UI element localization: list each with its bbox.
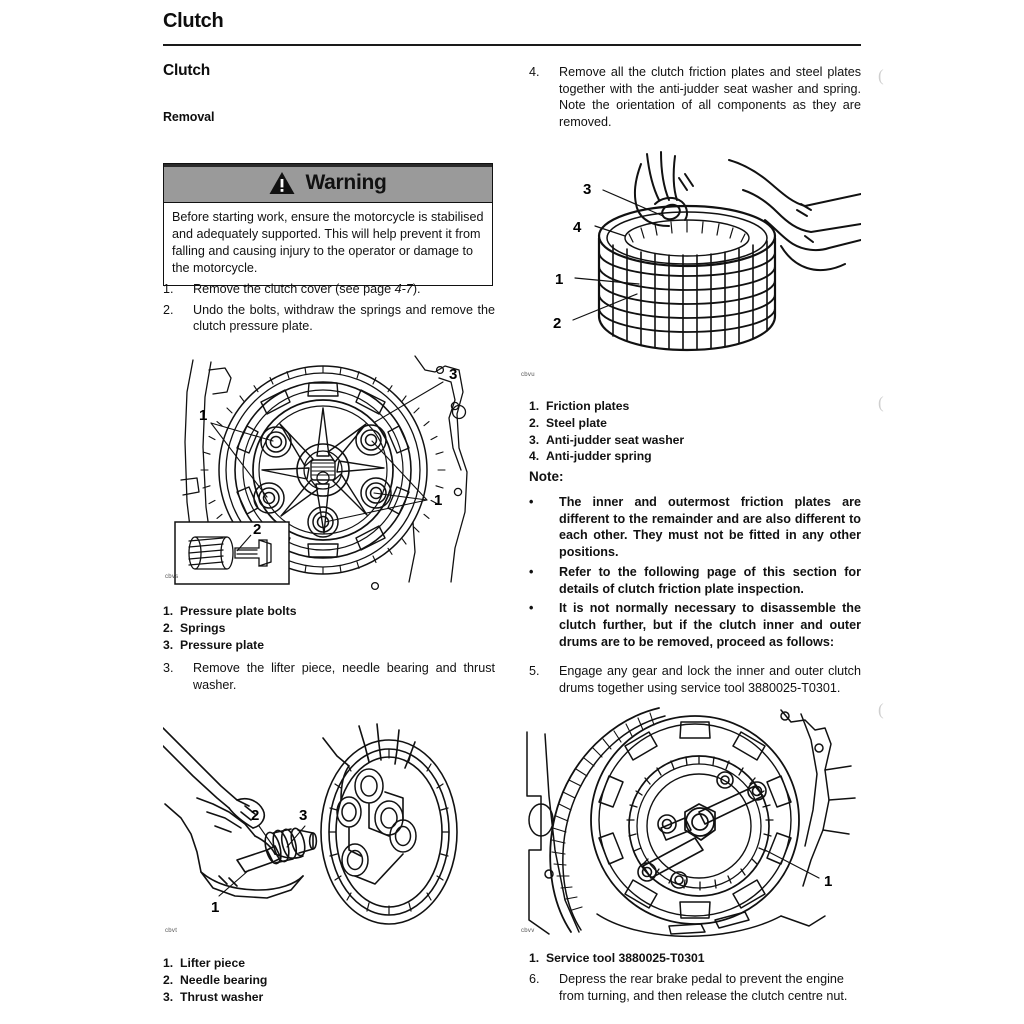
step-text: Depress the rear brake pedal to prevent the engine from turning, and then release the clutch centre nut. bbox=[559, 972, 848, 1003]
legend-number: 1. bbox=[163, 604, 174, 618]
warning-triangle-icon bbox=[269, 171, 295, 195]
figure-code: cbvu bbox=[521, 372, 535, 378]
bullet-marker: • bbox=[529, 564, 534, 579]
step-text: Remove all the clutch friction plates and steel plates together with the anti-judder seat washer and spring. Note the orientation of all components as they are removed. bbox=[559, 65, 861, 130]
callout-4: 4 bbox=[573, 219, 582, 236]
page-header bbox=[163, 10, 861, 32]
figure-service-tool-legend bbox=[529, 950, 861, 967]
bullet-text: It is not normally necessary to disassemble the clutch further, but if the clutch inner and outer drums are to be removed, proceed as follows: bbox=[559, 601, 861, 649]
legend-number: 2. bbox=[529, 415, 540, 430]
figure-code: cbvt bbox=[165, 928, 178, 934]
figure-plate-stack-drawing bbox=[529, 150, 861, 378]
step-text-pre: Remove the clutch cover (see page bbox=[193, 282, 395, 296]
legend-number: 3. bbox=[529, 432, 540, 447]
legend-item bbox=[163, 989, 495, 1006]
callout-1: 1 bbox=[211, 899, 220, 916]
legend-item bbox=[163, 603, 495, 620]
step-text: Engage any gear and lock the inner and outer clutch drums together using service tool 3880025-T0301. bbox=[559, 664, 861, 695]
header-divider bbox=[163, 44, 861, 46]
callout-2: 2 bbox=[253, 521, 262, 538]
legend-item bbox=[163, 972, 495, 989]
step-text bbox=[193, 281, 495, 298]
step-item bbox=[163, 660, 495, 693]
callout-1-left: 1 bbox=[199, 407, 208, 424]
step-number: 2. bbox=[163, 302, 174, 317]
figure-lifter-piece-legend bbox=[163, 955, 495, 1005]
callout-1-right: 1 bbox=[434, 492, 443, 509]
bullet-item bbox=[529, 564, 861, 597]
figure-pressure-plate-drawing bbox=[163, 352, 495, 592]
legend-item bbox=[163, 955, 495, 972]
step-item bbox=[529, 663, 861, 696]
legend-item bbox=[529, 950, 861, 967]
right-step-6 bbox=[529, 971, 861, 1008]
left-step-3 bbox=[163, 660, 495, 697]
legend-item bbox=[529, 432, 861, 449]
legend-item bbox=[163, 620, 495, 637]
callout-1: 1 bbox=[555, 271, 564, 288]
step-item bbox=[529, 971, 861, 1004]
page-reference: 4-7 bbox=[394, 282, 413, 296]
figure-code: cbvv bbox=[521, 928, 535, 934]
bullet-item bbox=[529, 600, 861, 650]
step-item bbox=[529, 64, 861, 131]
bullet-text: The inner and outermost friction plates are different to the remainder and are also different to each other. They must not be fitted in any other positions. bbox=[559, 495, 861, 560]
right-step-5 bbox=[529, 663, 861, 700]
callout-2: 2 bbox=[553, 315, 562, 332]
legend-label: Service tool 3880025-T0301 bbox=[546, 951, 705, 965]
legend-item bbox=[163, 637, 495, 654]
legend-label: Friction plates bbox=[546, 399, 630, 413]
legend-item bbox=[529, 398, 861, 415]
legend-number: 2. bbox=[163, 972, 174, 987]
step-text: Remove the lifter piece, needle bearing and thrust washer. bbox=[193, 661, 495, 692]
figure-lifter-piece bbox=[163, 700, 495, 940]
note-bullets bbox=[529, 494, 861, 654]
legend-label: Needle bearing bbox=[180, 972, 268, 987]
legend-label: Steel plate bbox=[546, 415, 607, 430]
legend-label: Springs bbox=[180, 620, 226, 635]
scan-artifact-mark: ( bbox=[878, 393, 884, 412]
figure-code: cbvs bbox=[165, 574, 179, 580]
legend-number: 1. bbox=[529, 399, 540, 413]
legend-label: Anti-judder seat washer bbox=[546, 432, 685, 447]
left-column bbox=[163, 62, 495, 124]
step-number: 6. bbox=[529, 972, 540, 986]
bullet-marker: • bbox=[529, 495, 534, 509]
legend-label: Thrust washer bbox=[180, 989, 264, 1004]
section-title: Clutch bbox=[163, 62, 211, 79]
legend-label: Anti-judder spring bbox=[546, 449, 652, 464]
callout-3: 3 bbox=[583, 181, 592, 198]
callout-2: 2 bbox=[251, 807, 260, 824]
step-number: 3. bbox=[163, 661, 174, 675]
figure-lifter-piece-drawing bbox=[163, 700, 495, 940]
legend-label: Lifter piece bbox=[180, 956, 246, 970]
callout-3: 3 bbox=[299, 807, 308, 824]
subsection-title: Removal bbox=[163, 110, 215, 124]
bullet-item bbox=[529, 494, 861, 561]
left-steps bbox=[163, 281, 495, 339]
warning-label: Warning bbox=[305, 171, 387, 194]
legend-number: 1. bbox=[529, 951, 540, 965]
legend-label: Pressure plate bbox=[180, 637, 265, 652]
legend-item bbox=[529, 448, 861, 465]
note-title: Note: bbox=[529, 469, 564, 484]
figure-pressure-plate bbox=[163, 352, 495, 592]
figure-service-tool-drawing bbox=[519, 700, 861, 940]
legend-number: 3. bbox=[163, 989, 174, 1004]
step-text: Undo the bolts, withdraw the springs and remove the clutch pressure plate. bbox=[193, 302, 495, 334]
warning-box bbox=[163, 163, 493, 286]
figure-plate-stack bbox=[521, 150, 861, 378]
step-item bbox=[163, 302, 495, 335]
scan-artifact-mark: ( bbox=[878, 700, 884, 719]
bullet-text: Refer to the following page of this section for details of clutch friction plate inspection. bbox=[559, 564, 861, 596]
legend-number: 3. bbox=[163, 637, 174, 652]
step-number: 5. bbox=[529, 664, 540, 678]
legend-item bbox=[529, 415, 861, 432]
callout-1: 1 bbox=[824, 873, 833, 890]
figure-service-tool bbox=[519, 700, 861, 940]
figure-pressure-plate-legend bbox=[163, 603, 495, 653]
legend-number: 2. bbox=[163, 620, 174, 635]
bullet-marker: • bbox=[529, 601, 534, 616]
callout-3: 3 bbox=[449, 366, 458, 383]
warning-text: Before starting work, ensure the motorcycle is stabilised and adequately supported. This will help prevent it from falling and causing injury to the operator or damage to the motorcycle. bbox=[172, 210, 484, 275]
step-number: 4. bbox=[529, 65, 540, 79]
step-text-post: ). bbox=[412, 282, 421, 296]
legend-number: 4. bbox=[529, 449, 540, 464]
legend-label: Pressure plate bolts bbox=[180, 604, 297, 618]
page-title: Clutch bbox=[163, 10, 224, 32]
warning-header bbox=[164, 164, 492, 203]
step-number: 1. bbox=[163, 282, 174, 296]
right-step-4 bbox=[529, 64, 861, 135]
scan-artifact-mark: ( bbox=[878, 66, 884, 85]
step-item bbox=[163, 281, 495, 298]
legend-number: 1. bbox=[163, 956, 174, 970]
figure-plate-stack-legend bbox=[529, 398, 861, 465]
